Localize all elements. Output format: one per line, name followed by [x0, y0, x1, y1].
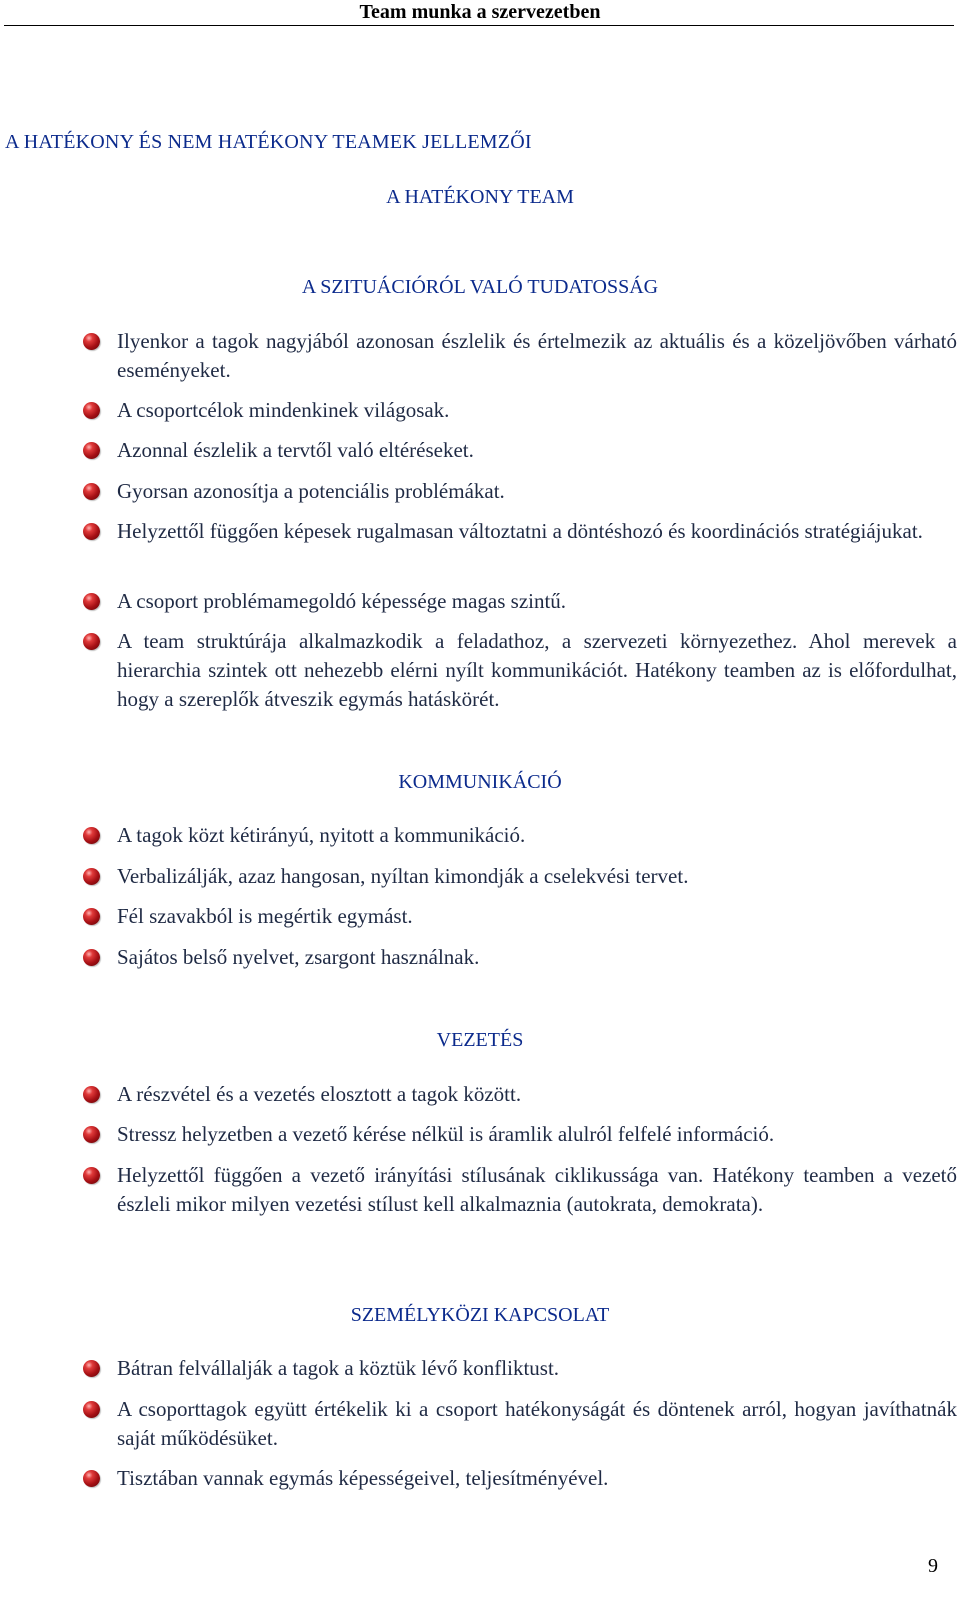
- bullet-icon: [83, 1086, 100, 1103]
- bullet-icon: [83, 827, 100, 844]
- bullet-icon: [83, 868, 100, 885]
- list-item: [83, 587, 957, 616]
- bullet-icon: [83, 523, 100, 540]
- bullet-icon: [83, 333, 100, 350]
- bullet-icon: [83, 402, 100, 419]
- bullet-icon: [83, 1360, 100, 1377]
- list-item: [83, 821, 957, 850]
- header-rule: [4, 25, 954, 26]
- list-item-text: Verbalizálják, azaz hangosan, nyíltan kimondják a cselekvési tervet.: [117, 864, 689, 888]
- list-item: [83, 477, 957, 506]
- list-item: [83, 902, 957, 931]
- list-item: [83, 517, 957, 546]
- list-item-text: Bátran felvállalják a tagok a köztük lévő konfliktust.: [117, 1356, 560, 1380]
- list-item-text: A team struktúrája alkalmazkodik a feladathoz, a szervezeti környezethez. Ahol merevek a hierarchia szintek ott nehezebb elérni nyílt kommunikációt. Hatékony teamben az is előfordulhat, hogy a szereplők átveszik egymás hatáskörét.: [117, 629, 957, 711]
- list-item-text: Fél szavakból is megértik egymást.: [117, 904, 413, 928]
- bullet-icon: [83, 1126, 100, 1143]
- list-item: [83, 327, 957, 385]
- bullet-icon: [83, 593, 100, 610]
- bullet-icon: [83, 949, 100, 966]
- list-item: [83, 396, 957, 425]
- list-item: [83, 1354, 957, 1383]
- list-item-text: Helyzettől függően képesek rugalmasan változtatni a döntéshozó és koordinációs stratégiájukat.: [117, 519, 923, 543]
- section-heading-interpersonal: SZEMÉLYKÖZI KAPCSOLAT: [350, 1304, 610, 1326]
- bullet-icon: [83, 1167, 100, 1184]
- section-heading-situation: A SZITUÁCIÓRÓL VALÓ TUDATOSSÁG: [301, 276, 659, 298]
- list-item: [83, 1080, 957, 1109]
- list-item-text: A csoport problémamegoldó képessége magas szintű.: [117, 589, 567, 613]
- bullet-icon: [83, 1470, 100, 1487]
- list-item-text: Helyzettől függően a vezető irányítási stílusának ciklikussága van. Hatékony teamben a vezető észleli mikor milyen vezetési stílust kell alkalmaznia (autokrata, demokrata).: [117, 1163, 957, 1216]
- bullet-icon: [83, 483, 100, 500]
- bullet-icon: [83, 442, 100, 459]
- list-item: [83, 1120, 957, 1149]
- page-number: 9: [928, 1555, 938, 1577]
- list-item: [83, 943, 957, 972]
- list-item: [83, 436, 957, 465]
- section-heading-leadership: VEZETÉS: [436, 1029, 524, 1051]
- section-heading-communication: KOMMUNIKÁCIÓ: [398, 771, 562, 793]
- bullet-icon: [83, 1401, 100, 1418]
- list-item-text: Tisztában vannak egymás képességeivel, teljesítményével.: [117, 1466, 609, 1490]
- list-item-text: A részvétel és a vezetés elosztott a tagok között.: [117, 1082, 522, 1106]
- list-item-text: Ilyenkor a tagok nagyjából azonosan észlelik és értelmezik az aktuális és a közeljövőben várható eseményeket.: [117, 329, 957, 382]
- list-item-text: Gyorsan azonosítja a potenciális problémákat.: [117, 479, 505, 503]
- list-item-text: Sajátos belső nyelvet, zsargont használnak.: [117, 945, 480, 969]
- list-item: [83, 1464, 957, 1493]
- main-title: A HATÉKONY ÉS NEM HATÉKONY TEAMEK JELLEMZŐI: [5, 131, 532, 153]
- list-item-text: A csoportcélok mindenkinek világosak.: [117, 398, 450, 422]
- list-item-text: Stressz helyzetben a vezető kérése nélkül is áramlik alulról felfelé információ.: [117, 1122, 775, 1146]
- list-item-text: A tagok közt kétirányú, nyitott a kommunikáció.: [117, 823, 526, 847]
- list-item: [83, 1161, 957, 1219]
- list-item: [83, 627, 957, 714]
- bullet-icon: [83, 908, 100, 925]
- running-header: Team munka a szervezetben: [359, 1, 601, 23]
- bullet-icon: [83, 633, 100, 650]
- list-item: [83, 1395, 957, 1453]
- subtitle: A HATÉKONY TEAM: [386, 186, 574, 208]
- list-item-text: A csoporttagok együtt értékelik ki a csoport hatékonyságát és döntenek arról, hogyan javíthatnák saját működésüket.: [117, 1397, 957, 1450]
- list-item: [83, 862, 957, 891]
- list-item-text: Azonnal észlelik a tervtől való eltéréseket.: [117, 438, 474, 462]
